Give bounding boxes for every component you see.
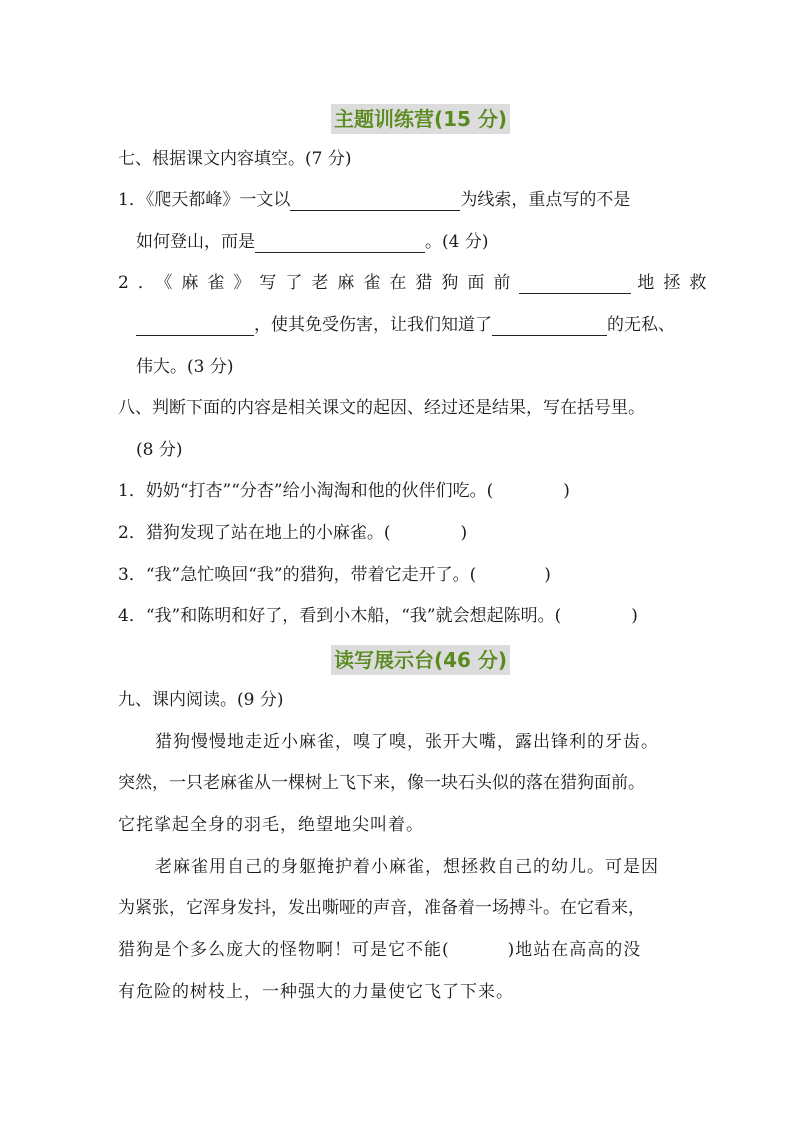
question-7-item-2-line-2 (136, 314, 675, 336)
passage-paragraph-1-line-1: 猎狗慢慢地走近小麻雀，嗅了嗅，张开大嘴，露出锋利的牙齿。 (155, 732, 659, 752)
question-7-item-2-text-c: ，使其免受伤害，让我们知道了 (254, 315, 492, 335)
question-8-score: (8 分) (136, 440, 183, 460)
question-8-item-1-text: 1．奶奶“打杏”“分杏”给小淘淘和他的伙伴们吃。( (118, 481, 494, 501)
close-paren: ) (563, 481, 570, 501)
fill-in-blank[interactable] (519, 275, 631, 294)
question-7-item-2-text-d: 的无私、 (607, 315, 675, 335)
question-7-item-2-line-3: 伟大。(3 分) (136, 357, 234, 377)
question-7-item-1-line-2 (136, 231, 488, 253)
question-8-item-3-text: 3．“我”急忙唤回“我”的猎狗，带着它走开了。( (118, 565, 477, 585)
fill-in-blank[interactable] (492, 317, 607, 336)
passage-paragraph-2-line-4: 有危险的树枝上，一种强大的力量使它飞了下来。 (118, 982, 514, 1002)
passage-paragraph-2-line-3 (118, 939, 641, 961)
passage-text-b: )地站在高高的没 (507, 940, 642, 960)
question-9-title: 九、课内阅读。(9 分) (118, 690, 284, 710)
close-paren: ) (631, 606, 638, 626)
question-7-item-2-line-1 (118, 272, 715, 294)
question-7-item-1-text-d: 。(4 分) (425, 232, 489, 252)
question-8-item-3 (118, 564, 551, 586)
passage-text-a: 猎狗是个多么庞大的怪物啊！可是它不能( (118, 940, 450, 960)
question-8-item-2-text: 2．猎狗发现了站在地上的小麻雀。( (118, 523, 391, 543)
question-7-item-1-text-b: 为线索，重点写的不是 (460, 190, 631, 210)
close-paren: ) (460, 523, 468, 543)
question-7-item-2-text-b: 地拯救 (637, 273, 716, 293)
fill-in-blank[interactable] (290, 192, 460, 211)
question-8-item-1 (118, 480, 570, 502)
close-paren: ) (544, 565, 551, 585)
question-8-item-4 (118, 605, 638, 627)
question-7-item-1-text-c: 如何登山，而是 (136, 232, 255, 252)
question-7-item-1-text-a: 1．《爬天都峰》一文以 (118, 190, 291, 210)
passage-paragraph-2-line-2: 为紧张，它浑身发抖，发出嘶哑的声音，准备着一场搏斗。在它看来， (118, 898, 645, 918)
passage-paragraph-1-line-2: 突然，一只老麻雀从一棵树上飞下来，像一块石头似的落在猎狗面前。 (118, 773, 645, 793)
section-heading-theme-training: 主题训练营(15 分) (331, 104, 510, 134)
question-8-item-2 (118, 522, 467, 544)
question-7-title: 七、根据课文内容填空。(7 分) (118, 149, 352, 169)
question-8-item-4-text: 4．“我”和陈明和好了，看到小木船，“我”就会想起陈明。( (118, 606, 562, 626)
question-7-item-2-text-a: 2．《麻雀》写了老麻雀在猎狗面前 (118, 273, 520, 293)
question-7-item-1-line-1 (118, 189, 630, 211)
question-8-title: 八、判断下面的内容是相关课文的起因、经过还是结果，写在括号里。 (118, 398, 645, 418)
fill-in-blank[interactable] (136, 317, 254, 336)
fill-in-blank[interactable] (255, 234, 425, 253)
section-heading-reading-writing: 读写展示台(46 分) (331, 645, 510, 675)
passage-paragraph-1-line-3: 它挓挲起全身的羽毛，绝望地尖叫着。 (118, 815, 424, 835)
passage-paragraph-2-line-1: 老麻雀用自己的身躯掩护着小麻雀，想拯救自己的幼儿。可是因 (155, 857, 659, 877)
